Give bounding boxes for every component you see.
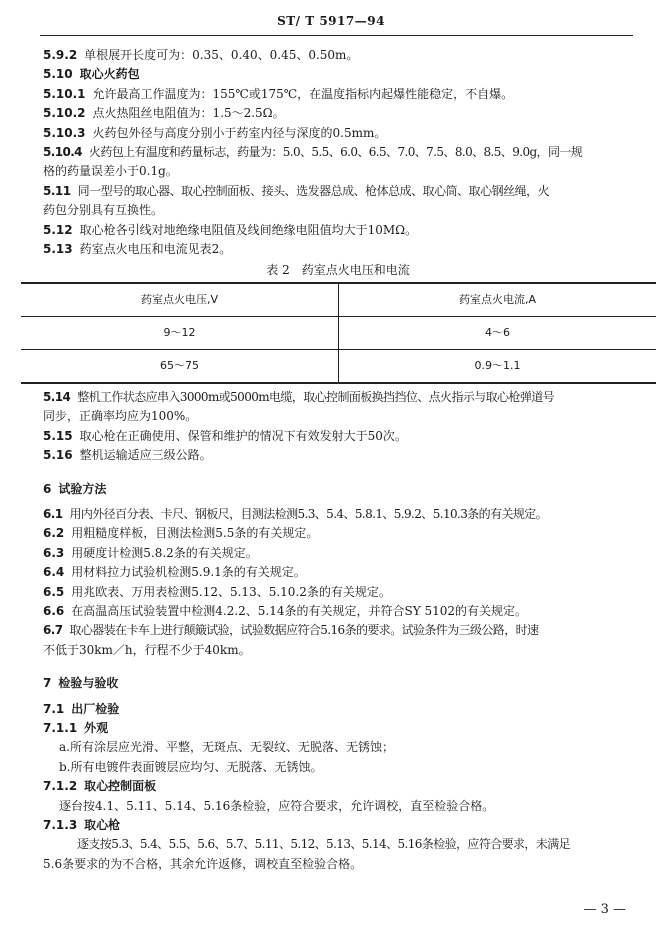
clause-text: 用内外径百分表、卡尺、钢板尺，目测法检测5.3、5.4、5.8.1、5.9.2、5.10.3条的有关规定。 [69,506,548,521]
clause-5-12 [43,221,633,240]
section-5-10-heading [43,65,633,84]
item-a: a.所有涂层应光滑、平整，无斑点、无裂纹、无脱落、无锈蚀； [59,740,394,755]
clause-text: 允许最高工作温度为：155℃或175℃，在温度指标内起爆性能稳定，不自爆。 [92,86,514,101]
clause-number: 5.13 [43,242,73,257]
table-row [21,316,656,349]
clause-number: 5.16 [43,448,73,463]
clause-text: 单根展开长度可为：0.35、0.40、0.45、0.50m。 [84,48,359,62]
clause-6-4 [43,563,633,582]
clause-text: 整机运输适应三级公路。 [79,448,212,463]
clause-number: 6.4 [43,565,65,580]
clause-7-1-2-heading [43,777,633,796]
clause-text: 取心枪在正确使用、保管和维护的情况下有效发射大于50次。 [79,428,407,443]
clause-number: 5.10 [43,67,73,82]
clause-5-14-cont: 同步，正确率均应为100%。 [43,409,198,424]
clause-6-7-cont: 不低于30km／h，行程不少于40km。 [43,642,251,657]
header-rule [40,35,633,36]
clause-number: 5.9.2 [43,48,78,62]
clause-number: 6.1 [43,506,63,521]
document-body [43,46,633,874]
clause-number: 6.7 [43,623,63,638]
clause-number: 5.12 [43,222,73,237]
clause-5-10-4 [43,143,633,162]
clause-number: 5.10.4 [43,145,82,160]
table-cell: 0.9～1.1 [339,349,657,383]
clause-number: 5.10.2 [43,106,86,121]
clause-text: 点火热阻丝电阻值为：1.5～2.5Ω。 [92,106,285,121]
clause-5-10-2 [43,104,633,123]
page-number: — 3 — [583,902,626,917]
clause-text: 取心控制面板 [84,779,157,794]
clause-number: 7.1.1 [43,720,78,735]
clause-text: 用硬度计检测5.8.2条的有关规定。 [71,545,258,560]
section-number: 7 [43,676,52,691]
clause-5-11 [43,182,633,201]
spacer [43,660,633,674]
table-header-cell: 药室点火电流,A [339,283,657,317]
clause-7-1-heading [43,700,633,719]
clause-5-11-cont: 药包分别具有互换性。 [43,203,164,218]
table-header-cell: 药室点火电压,V [21,283,339,317]
clause-5-16 [43,446,633,465]
clause-5-14 [43,388,633,407]
clause-5-13 [43,240,633,259]
table-row [21,349,656,383]
item-b: b.所有电镀件表面镀层应均匀、无脱落、无锈蚀。 [59,759,323,774]
clause-number: 6.5 [43,584,65,599]
clause-number: 6.3 [43,545,65,560]
clause-6-2 [43,524,633,543]
clause-number: 5.11 [43,183,71,198]
clause-text: 火药包上有温度和药量标志，药量为：5.0、5.5、6.0、6.5、7.0、7.5、8.0、8.5、9.0g，同一规 [88,145,583,160]
clause-text: 药室点火电压和电流见表2。 [79,242,232,257]
clause-number: 5.15 [43,428,73,443]
clause-5-10-4-cont: 格的药量误差小于0.1g。 [43,164,178,179]
clause-number: 6.6 [43,603,65,618]
section-7-heading [43,674,633,693]
clause-6-3 [43,544,633,563]
clause-5-15 [43,427,633,446]
section-6-heading [43,480,633,499]
clause-6-1 [43,505,633,524]
clause-text: 用材料拉力试验机检测5.9.1条的有关规定。 [71,565,306,580]
clause-5-10-1 [43,85,633,104]
section-title: 检验与验收 [58,676,119,691]
clause-6-5 [43,583,633,602]
clause-text: 出厂检验 [71,701,120,716]
clause-6-6 [43,602,633,621]
clause-number: 7.1.2 [43,779,78,794]
clause-text: 在高温高压试验装置中检测4.2.2、5.14条的有关规定，并符合SY 5102的有关规定。 [71,603,528,618]
clause-number: 5.10.3 [43,125,86,140]
clause-7-1-3-heading [43,816,633,835]
clause-text: 整机工作状态应串入3000m或5000m电缆，取心控制面板换挡挡位、点火指示与取心枪弹道号 [77,389,555,404]
spacer [43,466,633,480]
clause-text: 取心枪 [84,818,121,832]
table-cell: 4～6 [339,316,657,349]
clause-text: 用粗糙度样板，目测法检测5.5条的有关规定。 [71,526,319,541]
clause-7-1-1-heading [43,719,633,738]
clause-number: 5.10.1 [43,86,86,101]
section-title: 试验方法 [58,481,107,496]
table-2 [21,282,656,384]
clause-number: 7.1.3 [43,818,78,832]
table-cell: 9～12 [21,316,339,349]
document-header: ST/ T 5917—94 [277,14,385,28]
clause-7-1-3-cont: 5.6条要求的为不合格，其余允许返修，调校直至检验合格。 [43,856,363,871]
table-header-row [21,283,656,317]
clause-text: 取心枪各引线对地绝缘电阻值及线间绝缘电阻值均大于10MΩ。 [79,222,418,237]
clause-text: 取心火药包 [79,67,140,82]
clause-text: 用兆欧表、万用表检测5.12、5.13、5.10.2条的有关规定。 [71,584,391,599]
clause-7-1-2-text: 逐台按4.1、5.11、5.14、5.16条检验，应符合要求，允许调校，直至检验合格。 [59,798,495,813]
clause-number: 7.1 [43,701,65,716]
section-number: 6 [43,481,52,496]
table-cell: 65～75 [21,349,339,383]
clause-number: 5.14 [43,389,71,404]
clause-text: 同一型号的取心器、取心控制面板、接头、选发器总成、枪体总成、取心筒、取心钢丝绳，火 [77,183,550,198]
clause-5-9-2 [43,46,633,65]
clause-text: 火药包外径与高度分别小于药室内径与深度的0.5mm。 [92,125,387,140]
clause-text: 外观 [84,720,109,735]
clause-7-1-3-text: 逐支按5.3、5.4、5.5、5.6、5.7、5.11、5.12、5.13、5.14、5.16条检验，应符合要求，未满足 [77,837,571,852]
clause-number: 6.2 [43,526,65,541]
clause-text: 取心器装在卡车上进行颠簸试验，试验数据应符合5.16条的要求。试验条件为三级公路，时速 [69,623,539,638]
clause-6-7 [43,621,633,640]
clause-5-10-3 [43,124,633,143]
table-2-caption: 表 2 药室点火电压和电流 [266,263,410,278]
